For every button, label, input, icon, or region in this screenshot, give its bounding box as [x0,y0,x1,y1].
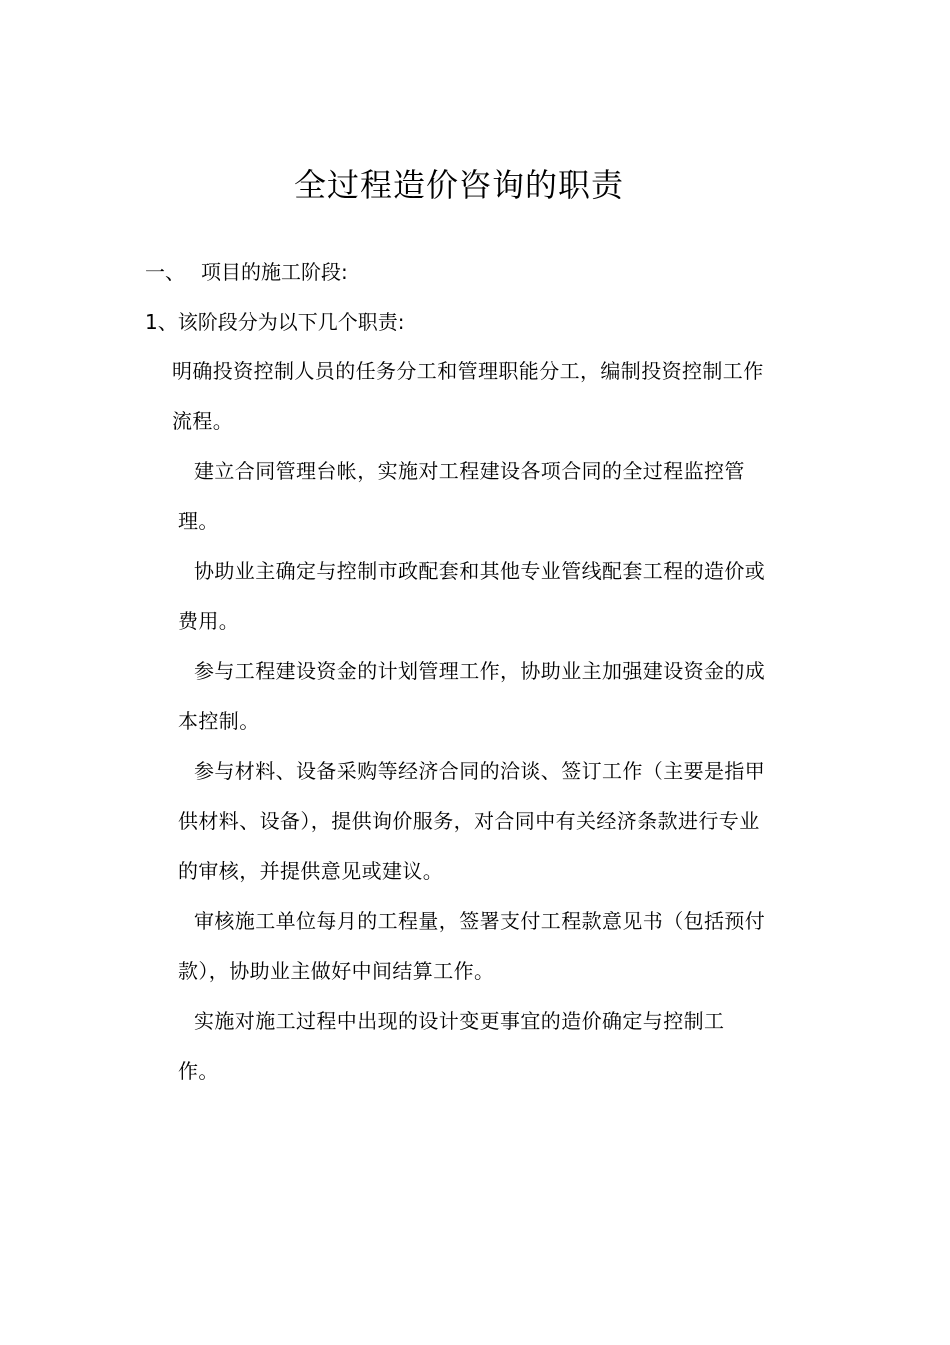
document-title: 全过程造价咨询的职责 [293,166,624,204]
paragraph: 审核施工单位每月的工程量，签署支付工程款意见书（包括预付款），协助业主做好中间结算工作。 [178,909,766,983]
paragraph: 明确投资控制人员的任务分工和管理职能分工，编制投资控制工作流程。 [172,359,764,433]
subheading: 1、该阶段分为以下几个职责: [145,310,405,334]
section-number: 一、 [145,260,185,284]
paragraph: 参与工程建设资金的计划管理工作，协助业主加强建设资金的成本控制。 [178,659,766,733]
section-heading-text: 项目的施工阶段: [201,260,348,284]
paragraph: 协助业主确定与控制市政配套和其他专业管线配套工程的造价或费用。 [178,559,766,633]
paragraph: 建立合同管理台帐，实施对工程建设各项合同的全过程监控管理。 [178,459,745,533]
paragraph: 参与材料、设备采购等经济合同的洽谈、签订工作（主要是指甲供材料、设备），提供询价服务，对合同中有关经济条款进行专业的审核，并提供意见或建议。 [178,759,766,883]
section-heading [145,258,348,286]
paragraph: 实施对施工过程中出现的设计变更事宜的造价确定与控制工作。 [178,1009,725,1083]
